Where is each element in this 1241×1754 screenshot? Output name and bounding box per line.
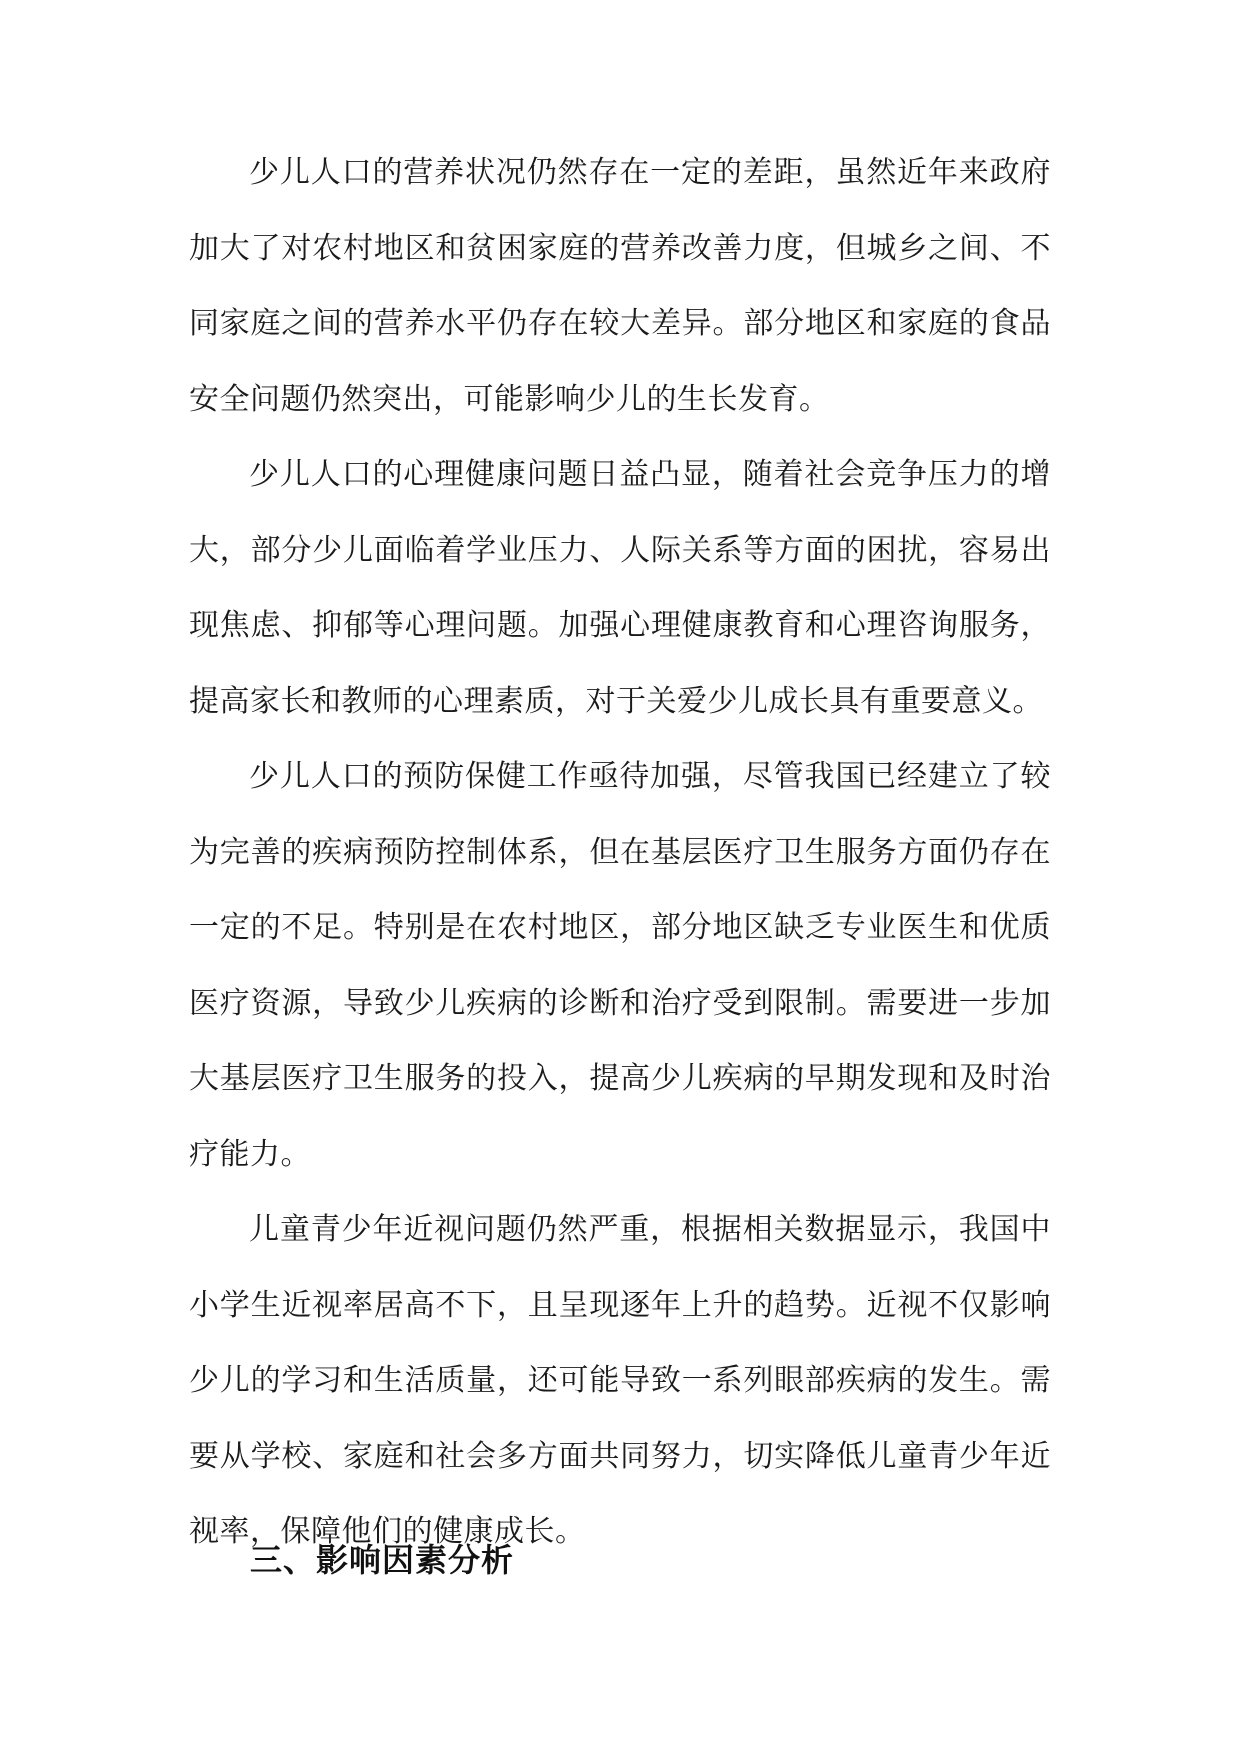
- paragraph-mental-health: 少儿人口的心理健康问题日益凸显，随着社会竞争压力的增大，部分少儿面临着学业压力、人际关系等方面的困扰，容易出现焦虑、抑郁等心理问题。加强心理健康教育和心理咨询服务，提高家长和教师的心理素质，对于关爱少儿成长具有重要意义。: [189, 457, 1051, 719]
- body-text: [189, 135, 1051, 1570]
- paragraph-preventive-care: 少儿人口的预防保健工作亟待加强，尽管我国已经建立了较为完善的疾病预防控制体系，但在基层医疗卫生服务方面仍存在一定的不足。特别是在农村地区，部分地区缺乏专业医生和优质医疗资源，导致少儿疾病的诊断和治疗受到限制。需要进一步加大基层医疗卫生服务的投入，提高少儿疾病的早期发现和及时治疗能力。: [189, 759, 1051, 1172]
- paragraph-nutrition: 少儿人口的营养状况仍然存在一定的差距，虽然近年来政府加大了对农村地区和贫困家庭的营养改善力度，但城乡之间、不同家庭之间的营养水平仍存在较大差异。部分地区和家庭的食品安全问题仍然突出，可能影响少儿的生长发育。: [189, 155, 1051, 417]
- section-heading: 三、影响因素分析: [250, 1541, 515, 1579]
- paragraph-myopia: 儿童青少年近视问题仍然严重，根据相关数据显示，我国中小学生近视率居高不下，且呈现逐年上升的趋势。近视不仅影响少儿的学习和生活质量，还可能导致一系列眼部疾病的发生。需要从学校、家庭和社会多方面共同努力，切实降低儿童青少年近视率，保障他们的健康成长。: [189, 1212, 1051, 1549]
